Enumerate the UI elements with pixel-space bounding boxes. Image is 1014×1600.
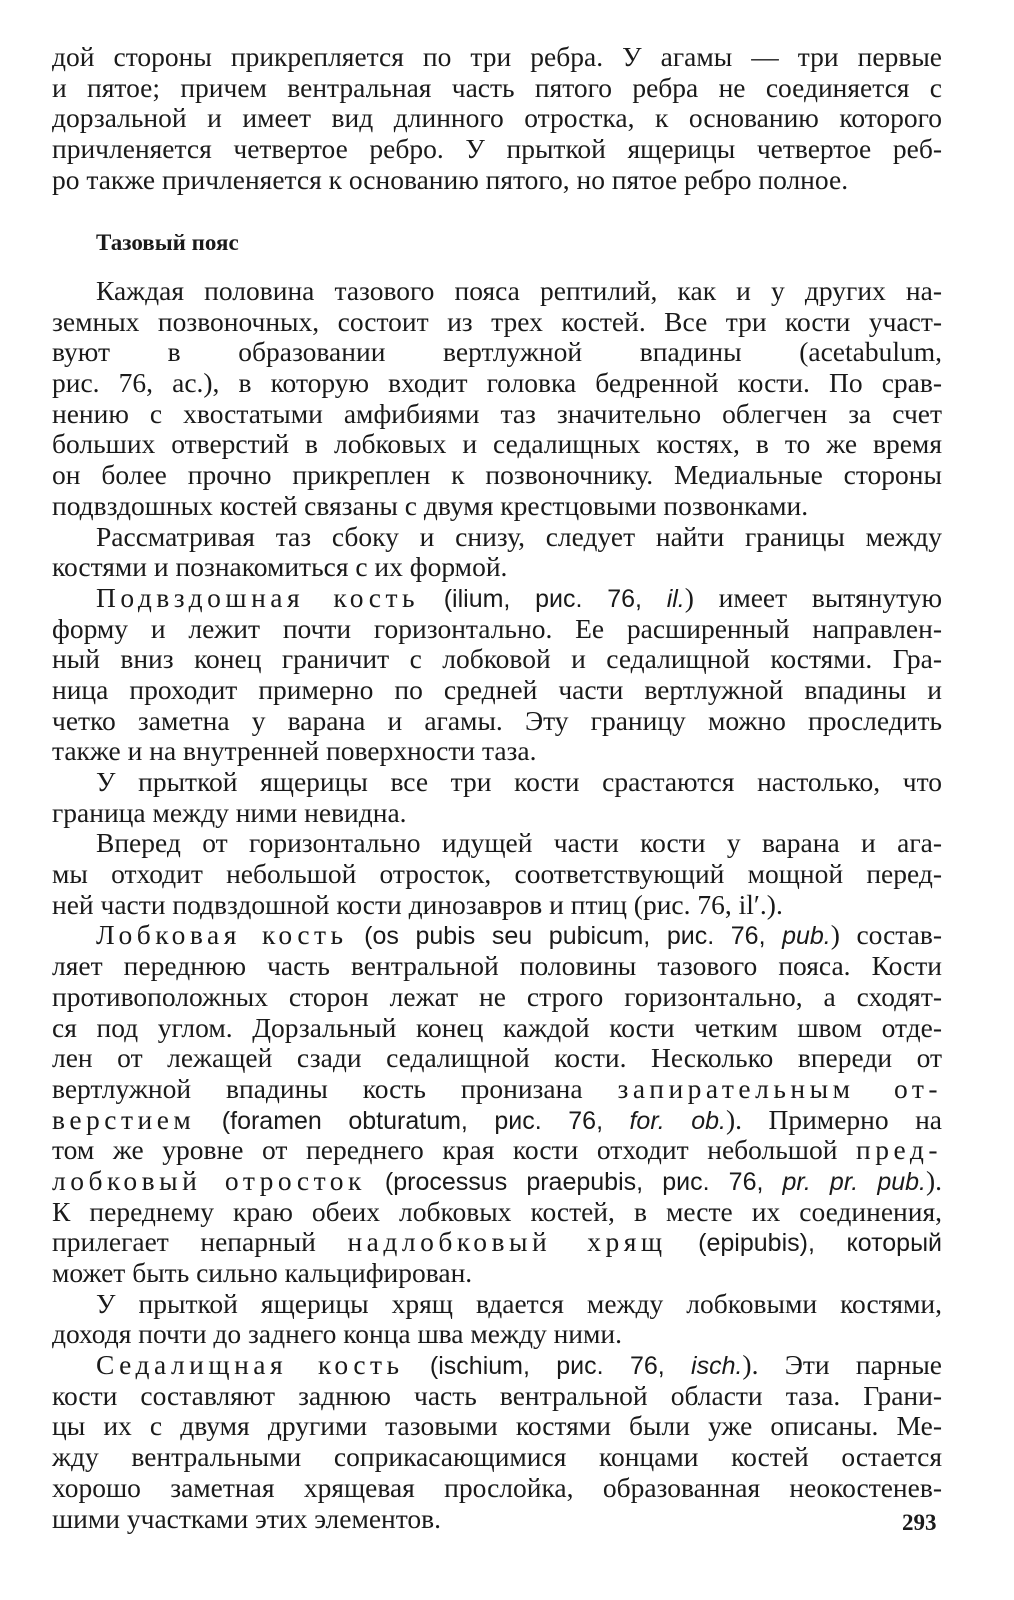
text-line: шими участками этих элементов.: [52, 1502, 442, 1534]
text-line: лен от лежащей сзади седалищной кости. Несколько впереди от: [52, 1042, 942, 1074]
abbr-pub: pub.: [782, 922, 831, 951]
text-line: костями и познакомиться с их формой.: [52, 551, 508, 583]
abbr-pr-pr-pub: pr. pr. pub.: [782, 1167, 926, 1196]
text-line: причленяется четвертое ребро. У прыткой ящерицы четвертое реб-: [52, 133, 942, 165]
text-line: жду вентральными соприкасающимися концами костей остается: [52, 1441, 942, 1473]
text-line: ляет переднюю часть вентральной половины тазового пояса. Кости: [52, 950, 942, 982]
text-line: [52, 583, 942, 614]
latin-pubis: (os pubis seu pubicum, рис. 76,: [364, 922, 766, 951]
term-pubis: Лобковая кость: [96, 919, 348, 951]
text-line: форму и лежит почти горизонтально. Ее расширенный направлен-: [52, 612, 942, 644]
text-line: рис. 76, ac.), в которую входит головка бедренной кости. По срав-: [52, 367, 942, 399]
latin-prepubic: (processus praepubis, рис. 76,: [384, 1167, 764, 1196]
term-prepubic-cont: лобковый отросток: [52, 1164, 366, 1196]
text-line: подвздошных костей связаны с двумя крестцовыми позвонками.: [52, 489, 809, 521]
text-line: хорошо заметная хрящевая прослойка, образованная неокостенев-: [52, 1471, 942, 1503]
term-epipubis: надлобковый хрящ: [347, 1226, 667, 1258]
text-line: [52, 1350, 942, 1381]
text-line: дорзальной и имеет вид длинного отростка, к основанию которого: [52, 102, 942, 134]
text-fragment: ) состав-: [830, 919, 942, 951]
text-line: [52, 1166, 942, 1197]
text-line: четко заметна у варана и агамы. Эту границу можно проследить: [52, 704, 942, 736]
abbr-isch: isch.: [691, 1352, 743, 1381]
text-line: противоположных сторон лежат не строго горизонтально, а сходят-: [52, 980, 942, 1012]
text-line: ница проходит примерно по средней части вертлужной впадины и: [52, 673, 942, 705]
text-fragment: ) имеет вытянутую: [684, 581, 943, 613]
text-line: К переднему краю обеих лобковых костей, в месте их соединения,: [52, 1195, 942, 1227]
abbr-for-ob: for. ob.: [629, 1106, 726, 1135]
text-fragment: прилегает непарный: [52, 1226, 316, 1258]
term-obturator: запирательным от-: [617, 1072, 943, 1104]
text-line: вуют в образовании вертлужной впадины (acetabulum,: [52, 336, 942, 368]
text-line: ро также причленяется к основанию пятого, но пятое ребро полное.: [52, 163, 849, 195]
text-line: [52, 1105, 942, 1136]
text-line: У прыткой ящерицы все три кости срастаются настолько, что: [96, 766, 942, 797]
body-text: [52, 276, 942, 1534]
text-line: земных позвоночных, состоит из трех костей. Все три кости участ-: [52, 305, 942, 337]
term-obturator-cont: верстием: [52, 1103, 196, 1135]
term-prepubic: пред-: [856, 1134, 942, 1166]
text-line: ся под углом. Дорзальный конец каждой кости четким швом отде-: [52, 1011, 942, 1043]
text-line: [52, 1227, 942, 1258]
text-line: доходя почти до заднего конца шва между ними.: [52, 1318, 623, 1350]
latin-epipubis: (epipubis), который: [698, 1229, 943, 1258]
text-line: ней части подвздошной кости динозавров и птиц (рис. 76, il′.).: [52, 888, 783, 920]
text-line: ный вниз конец граничит с лобковой и седалищной костями. Гра-: [52, 643, 942, 675]
text-line: он более прочно прикреплен к позвоночнику. Медиальные стороны: [52, 459, 942, 491]
text-line: Вперед от горизонтально идущей части кости у варана и ага-: [96, 827, 942, 859]
term-ilium: Подвздошная кость: [96, 581, 420, 613]
text-line: и пятое; причем вентральная часть пятого ребра не соединяется с: [52, 71, 942, 103]
term-ischium: Седалищная кость: [96, 1349, 404, 1381]
text-line: [52, 1074, 942, 1105]
text-line: У прыткой ящерицы хрящ вдается между лобковыми костями,: [96, 1287, 942, 1319]
text-fragment: ). Эти парные: [742, 1349, 943, 1381]
text-line: также и на внутренней поверхности таза.: [52, 735, 537, 767]
text-line: нению с хвостатыми амфибиями таз значительно облегчен за счет: [52, 397, 942, 429]
latin-ischium: (ischium, рис. 76,: [429, 1352, 665, 1381]
text-fragment: том же уровне от переднего края кости отходит небольшой: [52, 1134, 838, 1166]
top-paragraph: [52, 42, 942, 195]
text-line: дой стороны прикрепляется по три ребра. У агамы — три первые: [52, 41, 942, 72]
text-line: может быть сильно кальцифирован.: [52, 1257, 473, 1288]
text-fragment: вертлужной впадины кость пронизана: [52, 1072, 583, 1104]
text-line: Рассматривая таз сбоку и снизу, следует найти границы между: [96, 520, 942, 552]
text-line: [52, 1135, 942, 1166]
text-line: граница между ними невидна.: [52, 796, 407, 828]
text-line: цы их с двумя другими тазовыми костями были уже описаны. Ме-: [52, 1410, 942, 1442]
text-line: больших отверстий в лобковых и седалищных костях, в то же время: [52, 428, 942, 460]
abbr-il: il.: [666, 584, 685, 613]
section-title: Тазовый пояс: [96, 230, 239, 255]
text-fragment: ).: [925, 1164, 943, 1196]
text-line: [52, 920, 942, 951]
text-line: Каждая половина тазового пояса рептилий, как и у других на-: [96, 275, 942, 306]
latin-ilium: (ilium, рис. 76,: [443, 584, 642, 613]
page-number: 293: [902, 1510, 937, 1535]
latin-obturator: (foramen obturatum, рис. 76,: [221, 1106, 604, 1135]
text-line: мы отходит небольшой отросток, соответствующий мощной перед-: [52, 858, 942, 890]
text-line: кости составляют заднюю часть вентральной области таза. Грани-: [52, 1379, 942, 1411]
text-fragment: ). Примерно на: [725, 1103, 943, 1135]
